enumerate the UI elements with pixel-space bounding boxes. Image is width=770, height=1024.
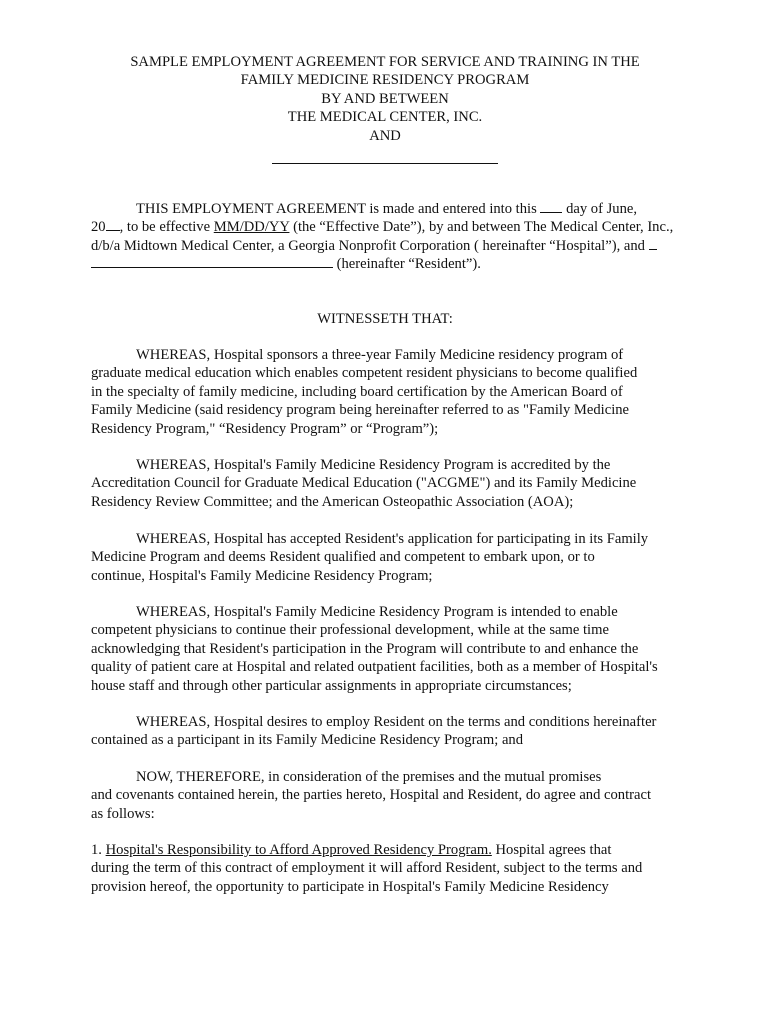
whereas-paragraph-1 [91, 346, 691, 438]
section-1-line: during the term of this contract of employment it will afford Resident, subject to the terms and [91, 860, 643, 877]
year-blank [106, 218, 120, 231]
resident-name-blank [91, 255, 333, 268]
intro-paragraph [91, 200, 691, 274]
whereas4-line: WHEREAS, Hospital's Family Medicine Residency Program is intended to enable [136, 604, 618, 620]
whereas3-line: continue, Hospital's Family Medicine Residency Program; [91, 567, 433, 584]
whereas2-line: Accreditation Council for Graduate Medical Education ("ACGME") and its Family Medicine [91, 475, 637, 492]
whereas1-line: in the specialty of family medicine, including board certification by the American Board of [91, 383, 623, 400]
whereas5-line: WHEREAS, Hospital desires to employ Resident on the terms and conditions hereinafter [136, 714, 657, 730]
whereas1-line: Family Medicine (said residency program being hereinafter referred to as "Family Medicine [91, 402, 630, 419]
witnesseth-heading: WITNESSETH THAT: [317, 311, 453, 327]
whereas4-line: acknowledging that Resident's participation in the Program will contribute to and enhance the [91, 640, 639, 657]
party-signature-line [272, 149, 498, 164]
whereas-paragraph-4 [91, 603, 691, 695]
whereas4-line: quality of patient care at Hospital and related outpatient facilities, both as a member of Hospital's [91, 659, 658, 676]
whereas-paragraph-2 [91, 456, 691, 511]
whereas4-line: house staff and through other particular assignments in appropriate circumstances; [91, 677, 572, 694]
intro-text-1a: THIS EMPLOYMENT AGREEMENT is made and entered into this [136, 201, 537, 217]
whereas5-line: contained as a participant in its Family Medicine Residency Program; and [91, 732, 524, 749]
now-therefore-paragraph [91, 768, 691, 823]
intro-year-prefix: 20 [91, 219, 106, 236]
whereas2-line: WHEREAS, Hospital's Family Medicine Residency Program is accredited by the [136, 457, 611, 473]
whereas-paragraph-5 [91, 713, 691, 750]
section-1-text: Hospital agrees that [491, 842, 612, 858]
section-1-line: provision hereof, the opportunity to participate in Hospital's Family Medicine Residency [91, 878, 609, 895]
whereas3-line: Medicine Program and deems Resident qualified and competent to embark upon, or to [91, 549, 595, 566]
section-1 [91, 841, 691, 896]
whereas3-line: WHEREAS, Hospital has accepted Resident's application for participating in its Family [136, 531, 649, 547]
whereas1-line: Residency Program," “Residency Program” or “Program”); [91, 420, 439, 437]
whereas1-line: WHEREAS, Hospital sponsors a three-year Family Medicine residency program of [136, 347, 624, 363]
agreement-heading [0, 53, 770, 169]
day-blank [540, 200, 562, 213]
heading-line-4: THE MEDICAL CENTER, INC. [287, 109, 483, 126]
heading-line-1: SAMPLE EMPLOYMENT AGREEMENT FOR SERVICE AND TRAINING IN THE [130, 54, 640, 70]
whereas2-line: Residency Review Committee; and the American Osteopathic Association (AOA); [91, 493, 574, 510]
effective-date-field: MM/DD/YY [213, 219, 290, 236]
heading-line-2: FAMILY MEDICINE RESIDENCY PROGRAM [240, 72, 530, 89]
intro-text-2d: (the “Effective Date”), by and between The Medical Center, Inc., [289, 219, 674, 236]
now-therefore-line: and covenants contained herein, the parties hereto, Hospital and Resident, do agree and contract [91, 787, 652, 804]
heading-line-5: AND [369, 127, 401, 144]
whereas-paragraph-3 [91, 530, 691, 585]
whereas1-line: graduate medical education which enables competent resident physicians to become qualified [91, 365, 638, 382]
intro-text-4: (hereinafter “Resident”). [333, 256, 481, 273]
heading-line-3: BY AND BETWEEN [321, 90, 449, 107]
now-therefore-line: NOW, THEREFORE, in consideration of the premises and the mutual promises [136, 769, 602, 785]
intro-text-2b: , to be effective [119, 219, 211, 236]
section-1-title: Hospital's Responsibility to Afford Approved Residency Program. [105, 842, 492, 858]
resident-blank-start [649, 237, 657, 250]
section-1-number: 1. [91, 842, 102, 858]
now-therefore-line: as follows: [91, 805, 155, 822]
intro-text-1b: day of June, [566, 201, 638, 217]
intro-text-3: d/b/a Midtown Medical Center, a Georgia Nonprofit Corporation ( hereinafter “Hospital”), and [91, 237, 645, 254]
whereas4-line: competent physicians to continue their professional development, while at the same time [91, 622, 609, 639]
